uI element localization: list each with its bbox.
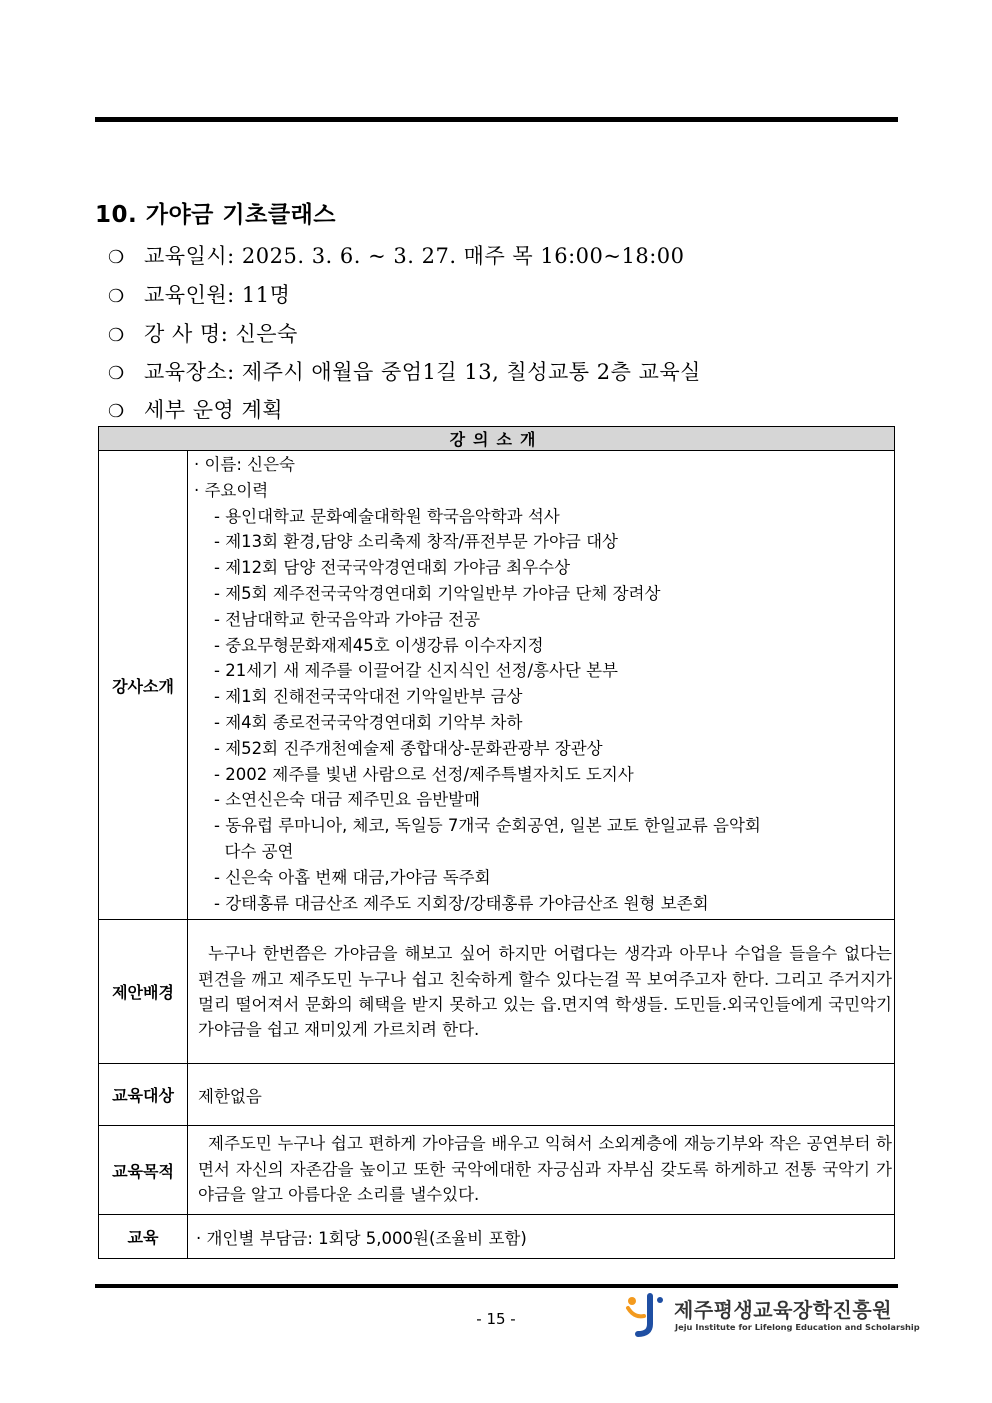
career-item: - 제52회 진주개천예술제 종합대상-문화관광부 장관상: [214, 738, 603, 758]
circle-bullet-icon: ❍: [108, 247, 125, 268]
circle-bullet-icon: ❍: [108, 286, 125, 307]
career-item: - 제13회 환경,담양 소리축제 창작/퓨전부문 가야금 대상: [214, 532, 618, 552]
top-rule: [95, 117, 898, 122]
bullet-headcount: [108, 279, 290, 309]
logo-korean-name: 제주평생교육장학진흥원: [674, 1298, 893, 1322]
career-item: - 강태홍류 대금산조 제주도 지회장/강태홍류 가야금산조 원형 보존회: [214, 893, 709, 913]
fee-label: 교육: [99, 1215, 188, 1259]
emblem-stroke-orange: [628, 1308, 644, 1316]
career-item: - 제1회 진해전국국악대전 기악일반부 금상: [214, 687, 523, 707]
bullet-text: 교육장소: 제주시 애월읍 중엄1길 13, 칠성교통 2층 교육실: [144, 360, 701, 384]
career-heading: · 주요이력: [194, 480, 269, 500]
career-item: - 제5회 제주전국국악경연대회 기악일반부 가야금 단체 장려상: [214, 583, 661, 603]
page-number: - 15 -: [476, 1310, 516, 1328]
goal-label: 교육목적: [99, 1126, 188, 1215]
instructor-name: · 이름: 신은숙: [194, 455, 295, 474]
bullet-location: [108, 356, 701, 386]
goal-cell: [188, 1126, 895, 1215]
institute-emblem-icon: [624, 1292, 670, 1338]
career-item: - 2002 제주를 빛낸 사람으로 선정/제주특별자치도 도지사: [214, 764, 634, 784]
career-item: - 전남대학교 한국음악과 가야금 전공: [214, 609, 481, 629]
fee-row: [99, 1215, 895, 1259]
goal-text: 제주도민 누구나 쉽고 편하게 가야금을 배우고 익혀서 소외계층에 재능기부와 작은 공연부터 하면서 자신의 자존감을 높이고 또한 국악에대한 자긍심과 자부심 갖도록 하게하고 전통 국악기 가야금을 알고 아름다운 소리를 낼수있다.: [198, 1134, 892, 1204]
bullet-schedule: [108, 240, 685, 270]
bullet-plan: [108, 394, 283, 424]
circle-bullet-icon: ❍: [108, 325, 125, 346]
institute-logo: [624, 1292, 920, 1342]
bullet-text: 교육인원: 11명: [144, 283, 291, 307]
table-header-row: [99, 427, 895, 451]
career-item: - 신은숙 아홉 번째 대금,가야금 독주회: [214, 867, 491, 887]
target-row: [99, 1064, 895, 1126]
fee-text: · 개인별 부담금: 1회당 5,000원(조율비 포함): [188, 1215, 895, 1259]
background-text: 누구나 한번쯤은 가야금을 해보고 싶어 하지만 어렵다는 생각과 아무나 수업을 들을수 없다는 편견을 깨고 제주도민 누구나 쉽고 친숙하게 할수 있다는걸 꼭 보여주고자 한다. 그리고 주거지가 멀리 떨어져서 문화의 혜택을 받지 못하고 있는 읍.면지역 학생들. 도민들.외국인들에게 국민악기 가야금을 쉽고 재미있게 가르치려 한다.: [198, 944, 892, 1040]
goal-row: [99, 1126, 895, 1215]
logo-english-name: Jeju Institute for Lifelong Education and Scholarship: [675, 1322, 920, 1332]
bullet-text: 강 사 명: 신은숙: [144, 322, 298, 346]
emblem-dot-blue: [657, 1297, 663, 1303]
background-cell: [188, 920, 895, 1064]
circle-bullet-icon: ❍: [108, 363, 125, 384]
instructor-label: 강사소개: [99, 451, 188, 920]
career-item: - 제4회 종로전국국악경연대회 기악부 차하: [214, 712, 523, 732]
bullet-instructor: [108, 318, 298, 348]
career-item: - 21세기 새 제주를 이끌어갈 신지식인 선정/흥사단 본부: [214, 661, 618, 681]
bottom-rule: [95, 1284, 898, 1288]
course-plan-table: [98, 426, 895, 1259]
background-row: [99, 920, 895, 1064]
target-text: 제한없음: [188, 1064, 895, 1126]
background-label: 제안배경: [99, 920, 188, 1064]
career-item: - 동유럽 루마니아, 체코, 독일등 7개국 순회공연, 일본 교토 한일교류 음악회: [214, 816, 761, 836]
instructor-row: [99, 451, 895, 920]
instructor-cell: [188, 451, 895, 920]
career-item: 다수 공연: [214, 841, 294, 861]
table-header: 강의소개: [99, 427, 895, 451]
bullet-text: 세부 운영 계획: [144, 398, 284, 422]
section-title: 10. 가야금 기초클래스: [95, 202, 337, 228]
career-item: - 용인대학교 문화예술대학원 학국음악학과 석사: [214, 506, 560, 526]
circle-bullet-icon: ❍: [108, 401, 125, 422]
career-item: - 제12회 담양 전국국악경연대회 가야금 최우수상: [214, 558, 571, 578]
career-item: - 중요무형문화재제45호 이생강류 이수자지정: [214, 635, 544, 655]
career-item: - 소연신은숙 대금 제주민요 음반발매: [214, 790, 481, 810]
emblem-dot-orange: [628, 1297, 636, 1305]
target-label: 교육대상: [99, 1064, 188, 1126]
bullet-text: 교육일시: 2025. 3. 6. ~ 3. 27. 매주 목 16:00~18:00: [144, 244, 685, 268]
